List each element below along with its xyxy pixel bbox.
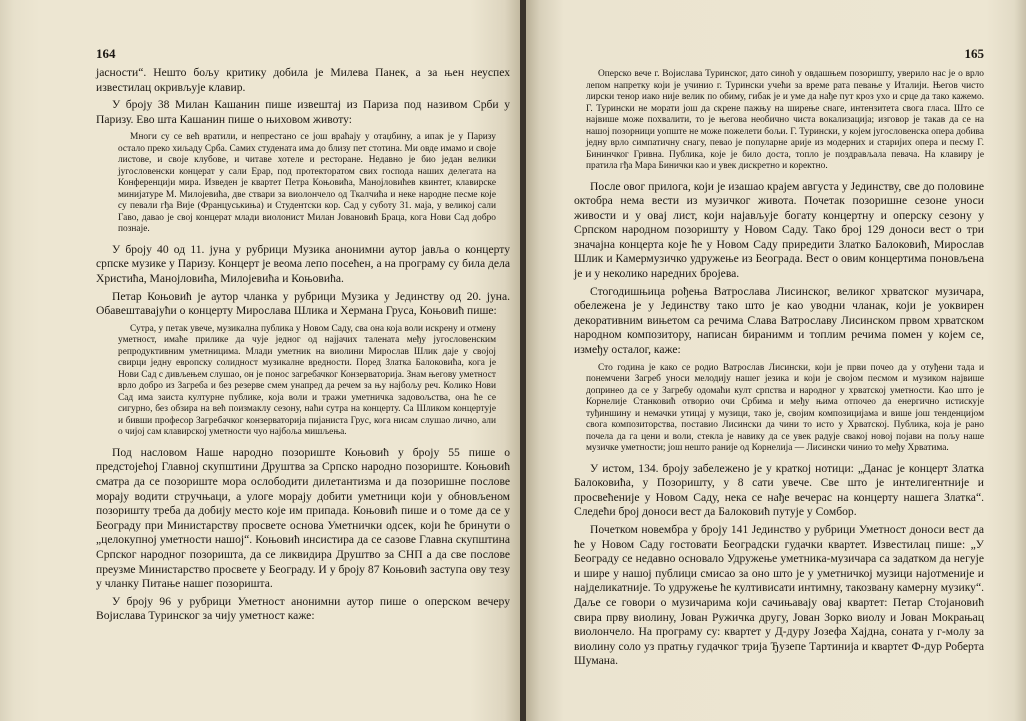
paragraph: Стогодишњица рођења Ватрослава Лисинског, великог хрватског музичара, обележена је у Јединству тако што је као уводни чланак, који је уоквирен декоративним вињетом са речима Слава Ватрославу Лисинском првом хрватском народном композитору, написан биранимм и топлим речима помен у којем се, између осталог, каже: bbox=[574, 284, 984, 357]
page-number: 164 bbox=[96, 46, 116, 61]
block-quote: Сто година је како се родио Ватрослав Лисински, који је први почео да у отуђени тада и понемчени Загреб уноси мелодију нашег језика и који је својом песмом и музиком највише допринео да се у Загребу одомаћи култ српства и народног у хрватској уметности. Као што је Корнелије Станковић отворио очи Србима и међу њима отпочео да енергично истискује туђиншину и немачки утицај у музици, тако је, својим композицијама и више још тенденцијом свога композиторства, поставио Лисински да чини то исто у Хрватској. Публика, која је рано почела да га цени и воли, стекла је навику да се увек радује свакој новој појави на пољу наше музичке уметности; још нешто раније од Корнелија — Лисински чинио то међу Хрватима. bbox=[586, 362, 984, 454]
paragraph: Петар Коњовић је аутор чланка у рубрици Музика у Јединству од 20. јуна. Обавештавајући о концерту Мирослава Шлика и Хермана Груса, Коњовић пише: bbox=[96, 289, 510, 318]
paragraph: У броју 38 Милан Кашанин пише извештај из Париза под називом Срби у Паризу. Ево шта Кашанин пише о њиховом животу: bbox=[96, 98, 510, 126]
left-page-text bbox=[96, 66, 510, 624]
right-page bbox=[526, 0, 1026, 721]
paragraph: јасности“. Нешто бољу критику добила је Милева Панек, а за њен неуспех известилац окривљује клавир. bbox=[96, 66, 510, 94]
paragraph: У броју 96 у рубрици Уметност анонимни аутор пише о оперском вечеру Војислава Туринског за чију уметност каже: bbox=[96, 594, 510, 623]
paragraph: Почетком новембра у броју 141 Јединство у рубрици Уметност доноси вест да ће у Новом Саду гостовати Београдски гудачки квартет. Известилац пише: „У Београду се недавно основало Удружење уметника-музичара са задатком да негује и шире у нашој публици смисао за оно што је у уметничкој музици најотменије и најделикатније. То удружење ће култивисати интимну, такозвану камерну музику“. Даље се говори о музичарима који сачињавају овај квартет: Петар Стојановић свира прву виолину, Јован Ружичка другу, Јован Зорко виолу и Јован Мокрањац виолончело. На програму су: квартет у Д-дуру Јозефа Хајдна, соната у г-молу за виолину соло уз пратњу гудачког трија Ђузепе Тартинија и квартет Ф-дур Роберта Шумана. bbox=[574, 523, 984, 668]
paragraph: Под насловом Наше народно позориште Коњовић у броју 55 пише о предстојећој Главној скупштини Друштва за Српско народно позориште. Коњовић сматра да се позориште мора ослободити дилетантизма и да позоришне послове морају водити стручњаци, а улоге морају добити уметници који у обновљеном позоришту треба да добију место које им припада. Коњовић пише и о томе да се у Београду при Министарству просвете основа Уметнички одсек, који ће бринути о „целокупној уметности нашој“. Коњовић инсистира да се сазове Главна скупштина Српског народног позоришта, да се ликвидира Друштво за СНП а да све послове преузме Министарство просвете у Београду. И у броју 87 Коњовић заступа ову тезу у чланку Питање нашег позоришта. bbox=[96, 445, 510, 591]
paragraph: У броју 40 од 11. јуна у рубрици Музика анонимни аутор јавља о концерту српске музике у Паризу. Концерт је веома лепо посећен, а на програму су била дела Христића, Манојловића, Милојевића и Коњовића. bbox=[96, 242, 510, 286]
block-quote: Сутра, у петак увече, музикална публика у Новом Саду, сва она која воли искрену и отмену уметност, имаће прилике да чује једног од најјачих талената међу југословенским репродуктивним уметницима. Млади уметник на виолини Мирослав Шлик даје у својој свирци једну европску солидност музикалне вредности. Поред Златка Балоковића, кога је Нови Сад с дивљењем слушао, он је понос загребачког Конзерваторија. Знам његову уметност врло добро из Загреба и без резерве смем унапред да речем за њу најбољу реч. Колико Нови Сад има заиста културне публике, која воли и тражи уметничка задовољства, она ће се сигурно, без обзира на већ поизмаклу сезону, наћи сутра на концерту. Са Шликом концертује и бивши професор Загребачког конзерваторија пијаниста Грус, кога нисам слушао лично, али о чијој сам клавирској уметности чуо најбоља мишљења. bbox=[118, 323, 496, 438]
right-page-text bbox=[574, 69, 984, 669]
paragraph: После овог прилога, који је изашао крајем августа у Јединству, све до половине октобра нема вести из музичког живота. Почетак позоришне сезоне уноси живости и у овај лист, који најављује богату концертну и оперску сезону у Српском народном позоришту у Новом Саду. Тако број 129 доноси вест о три значајна концерта које ће у Новом Саду приредити Златко Балоковић, Мирослав Шлик и Камермузичко удружење из Београда. Вест о овим концертима поновљена је и у неколико наредних бројева. bbox=[574, 179, 984, 281]
block-quote: Оперско вече г. Војислава Туринског, дато синоћ у овдашњем позоришту, уверило нас је о врло лепом напретку који је учинио г. Турински учећи за време рата певање у Италији. Његов чисто лирски тенор иако није велик по обиму, гибак је и уме да нађе пут кроз ухо и срце да тако кажемо. Г. Турински не морати још да скрене пажњу на ширење снаге, интензитета свога гласа. Што се највише може похвалити, то је његова необично чиста вокализација; изговор је такав да се на нашој позорници уопште не може пожелети бољи. Г. Турински, у којем југословенска опера добива једну врло симпатичну снагу, певао је популарне арије из модерних и старијих опера и песму Г. Бининчког Гривна. Публика, које је било доста, топло је поздрављала певача. На клавиру је пратила гђа Мара Бинички као и увек дискретно и коректно. bbox=[586, 69, 984, 171]
page-number: 165 bbox=[964, 46, 984, 61]
paragraph: У истом, 134. броју забележено је у краткој нотици: „Данас је концерт Златка Балоковића, у Позоришту, у 8 сати увече. Све што је интелигентније и просвећеније у Новом Саду, нека се нађе вечерас на концерту нашега Златка“. Следећи број доноси вест да Балоковић путује у Сомбор. bbox=[574, 461, 984, 519]
block-quote: Многи су се већ вратили, и непрестано се још враћају у отаџбину, а ипак је у Паризу остало преко хиљаду Срба. Самих студената има до близу пет стотина. Ми овде имамо и своје листове, и своје клубове, и читаве хотеле и ресторане. Недавно је био један велики југословенски концерат у сали Ерар, под протекторатом свих господа наших делегата на Конференцији мира. Изведен је квартет Петра Коњовића, Манојловићев квинтет, клавирске минијатуре М. Милојевића, две ствари за виолончело од Ткалчића и неке народне песме које су певали гђа Вије (Француськиња) и Студентски кор. Сад у суботу 31. маја, у великој сали Гаво, давао је свој концерат млади виолонист Милан Јовановић Браца, кога Нови Сад добро познаје. bbox=[118, 132, 496, 235]
